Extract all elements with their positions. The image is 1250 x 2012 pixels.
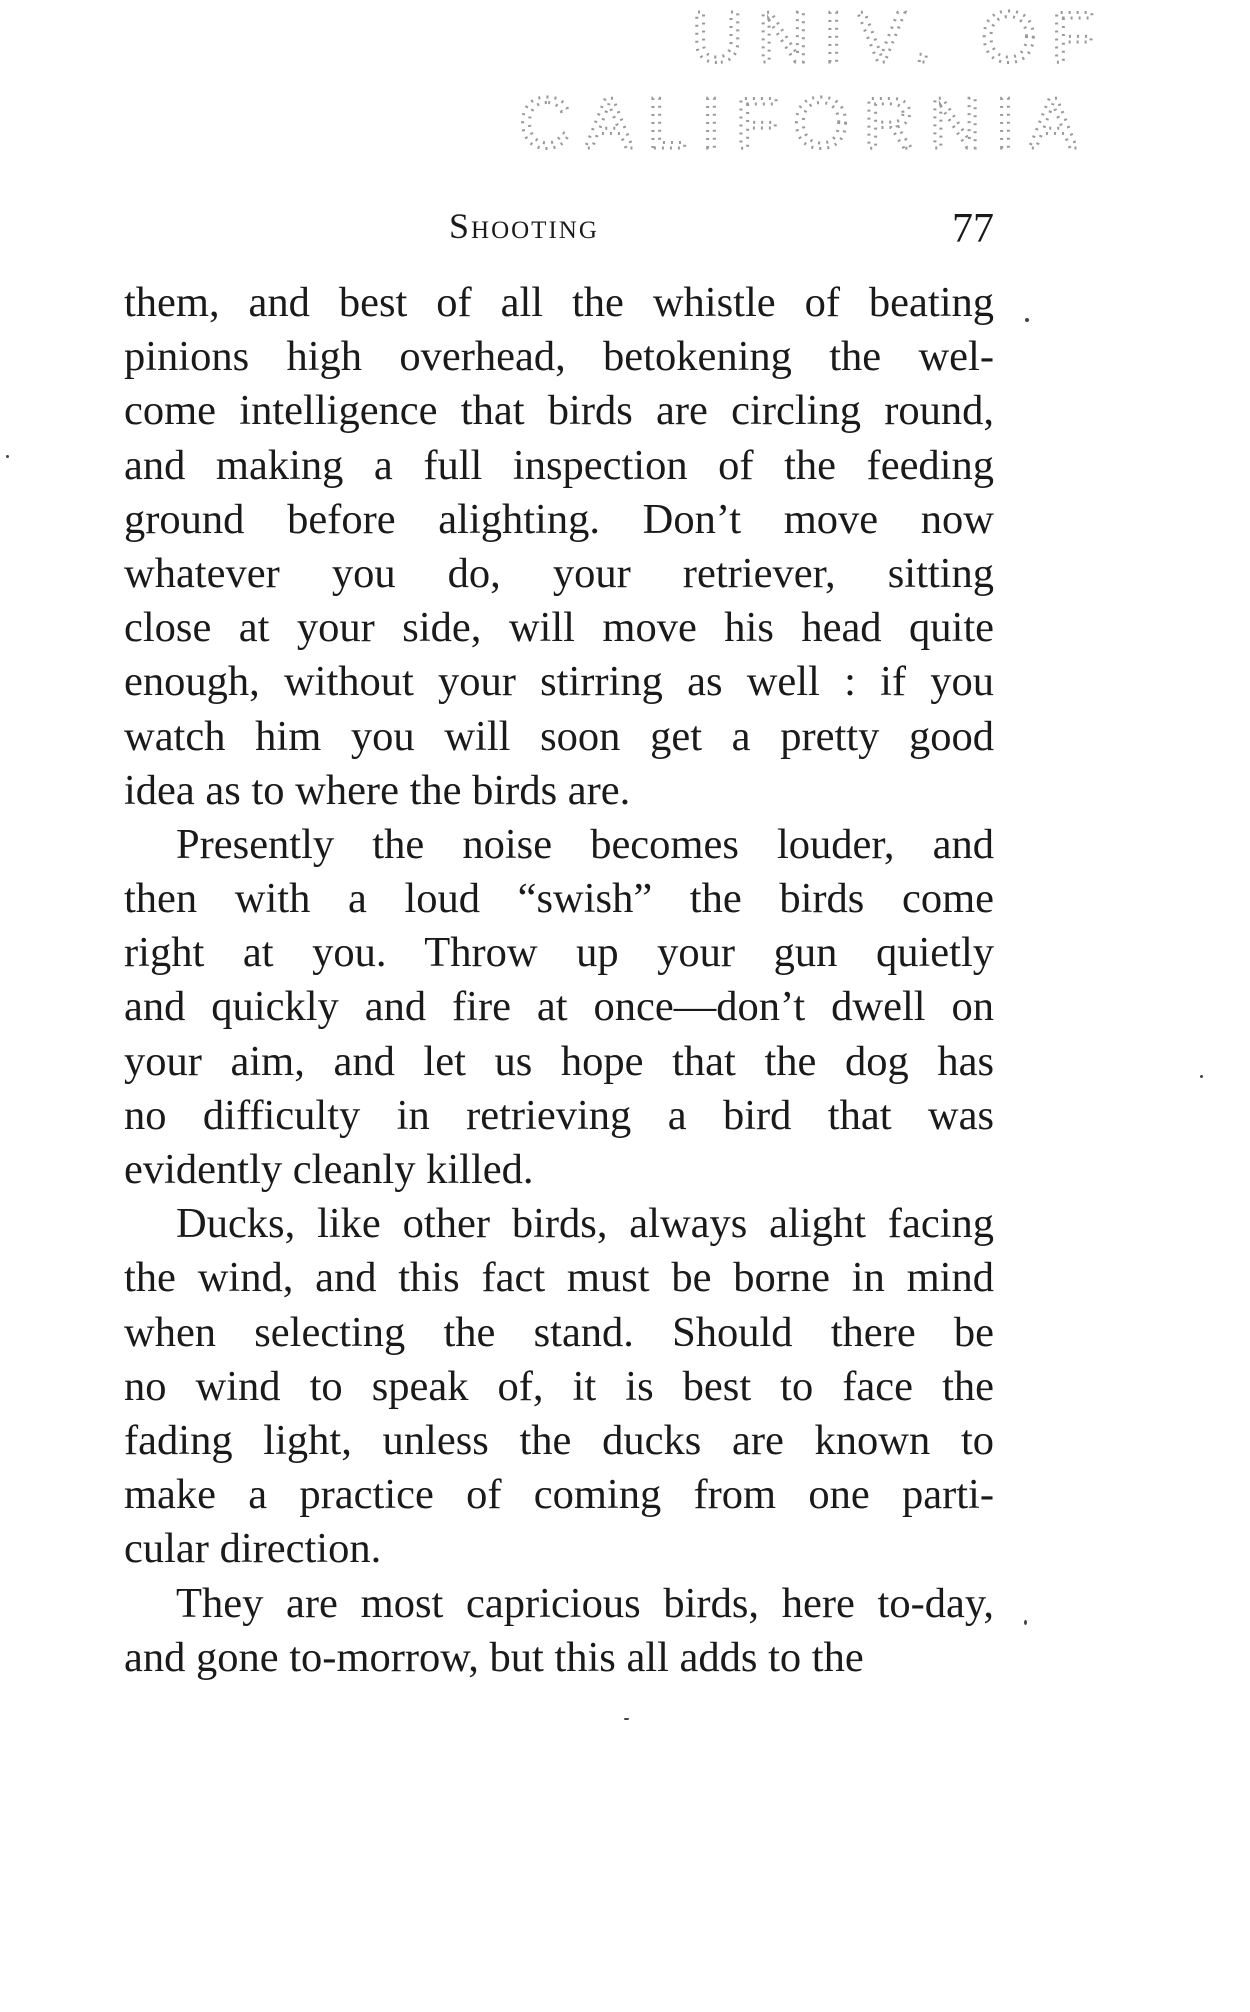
text-line: enough, without your stirring as well : if you <box>124 658 994 706</box>
text-line: whatever you do, your retriever, sitting <box>124 549 994 597</box>
paragraph <box>124 276 994 818</box>
text-line: cular direction. <box>124 1525 382 1573</box>
library-perforation-stamp <box>518 0 1109 164</box>
text-line: no wind to speak of, it is best to face the <box>124 1362 994 1410</box>
paper-speck <box>624 1718 629 1720</box>
stamp-line-1: UNIV. OF <box>691 0 1109 78</box>
text-line: evidently cleanly killed. <box>124 1146 534 1193</box>
text-line: them, and best of all the whistle of beating <box>124 279 994 326</box>
text-line: come intelligence that birds are circling round, <box>124 387 994 435</box>
stamp-line-2: CALIFORNIA <box>518 84 1092 164</box>
text-line: then with a loud “swish” the birds come <box>124 875 994 923</box>
text-line: pinions high overhead, betokening the wel- <box>124 333 994 381</box>
text-line: the wind, and this fact must be borne in mind <box>124 1254 994 1302</box>
text-line: make a practice of coming from one parti- <box>124 1471 994 1519</box>
text-line: and quickly and fire at once—don’t dwell on <box>124 983 994 1031</box>
text-line: Presently the noise becomes louder, and <box>176 820 994 868</box>
text-line: idea as to where the birds are. <box>124 766 631 814</box>
text-line: right at you. Throw up your gun quietly <box>124 929 994 977</box>
text-line: ground before alighting. Don’t move now <box>124 495 994 543</box>
body-text <box>124 276 994 1685</box>
text-line: fading light, unless the ducks are known to <box>124 1416 994 1464</box>
text-line: when selecting the stand. Should there be <box>124 1308 994 1356</box>
text-line: and making a full inspection of the feeding <box>124 441 994 489</box>
paper-speck <box>1024 1620 1027 1625</box>
paragraph <box>124 1197 994 1576</box>
text-line: They are most capricious birds, here to-day, <box>176 1579 994 1627</box>
text-line: and gone to-morrow, but this all adds to the <box>124 1633 864 1681</box>
running-title: Shooting <box>449 206 599 246</box>
page-number: 77 <box>952 206 994 252</box>
paper-speck <box>6 455 9 458</box>
paragraph <box>124 818 994 1197</box>
text-line: close at your side, will move his head quite <box>124 604 994 652</box>
paper-speck <box>1025 318 1029 322</box>
text-line: your aim, and let us hope that the dog has <box>124 1037 994 1085</box>
text-line: watch him you will soon get a pretty good <box>124 712 994 760</box>
paper-speck <box>1200 1075 1203 1078</box>
text-line: no difficulty in retrieving a bird that was <box>124 1091 994 1139</box>
paragraph <box>124 1577 994 1685</box>
running-head <box>124 205 994 255</box>
text-line: Ducks, like other birds, always alight facing <box>176 1200 994 1248</box>
